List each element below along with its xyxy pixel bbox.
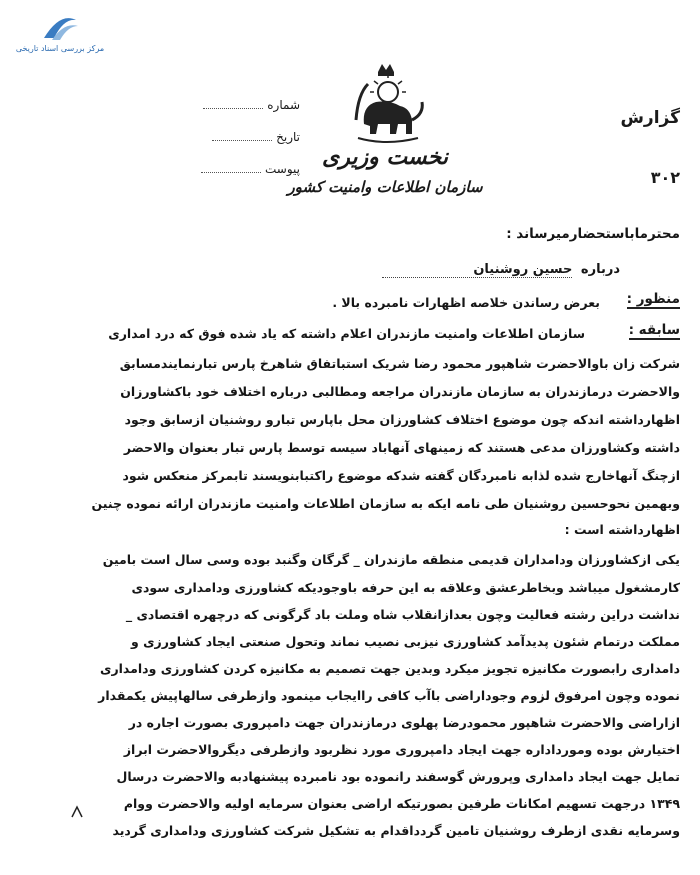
attachment-field [200, 162, 300, 176]
body-line: دامداری رابصورت مکانیزه تجویز میکرد وبدین جهت تصمیم به مکانیزه کردن کشاورزی ودامداری [99, 661, 680, 676]
subject-line [240, 262, 620, 278]
archive-logo [12, 10, 108, 58]
date-line [212, 140, 272, 141]
lion-and-sun-emblem-icon [338, 62, 434, 146]
margin-mark-icon [70, 805, 84, 822]
body-line: اظهارداشته است : [564, 522, 680, 537]
body-line: کارمشغول میباشد وبخاطرعشق وعلاقه به این حرفه باوجودیکه کشاورزی ودامداری سودی [131, 580, 680, 595]
date-label: تاریخ [276, 130, 300, 144]
body-line: وسرمایه نقدی ازطرف روشنیان تامین گردداقدام به تشکیل شرکت کشاورزی ودامداری گردید [112, 823, 680, 838]
body-line: اظهارداشته اندکه چون موضوع اختلاف کشاورزان محل باپارس تبارو روشنیان ازسابق وجود [124, 412, 680, 427]
archive-logo-icon [38, 10, 82, 44]
subject-name: حسین روشنیان [382, 262, 572, 278]
attachment-label: پیوست [265, 162, 300, 176]
subject-prefix: درباره [580, 262, 620, 277]
number-line [203, 108, 263, 109]
body-line: وبهمین نحوحسین روشنیان طی نامه ایکه به سازمان اطلاعات وامنیت مازندران ارائه نموده چنین [91, 496, 680, 511]
body-line: نداشت دراین رشته فعالیت وچون بعدازانقلاب شاه وملت باد گرگونی که درچهره اقتصادی _ [125, 607, 680, 622]
salutation: محترماباستحضارمیرساند : [506, 226, 680, 242]
body-line: داشته وکشاورزان مدعی هستند که زمینهای آنهاباد سیسه توسط پارس تبار بعنوان والاحضر [123, 440, 680, 455]
government-title: نخست وزیری [322, 144, 448, 170]
date-field [200, 130, 300, 144]
body-line: یکی ازکشاورزان ودامداران قدیمی منطقه مازندران _ گرگان وگنبد بوده وسی سال است بامین [102, 552, 680, 567]
body-line: سازمان اطلاعات وامنیت مازندران اعلام داشته که یاد شده فوق که درد امداری [108, 326, 585, 341]
body-line: نموده وچون امرفوق لزوم وجوداراضی باآب کافی راایجاب مینمود وازطرفی سالهاپیش یکمقدار [98, 688, 680, 703]
number-label: شماره [267, 98, 300, 112]
report-title: گزارش [620, 108, 680, 128]
body-line: ازچنگ آنهاخارج شده لذابه نامبردگان گفته شدکه موضوع راکتبابنویسند تابمرکز منعکس شود [122, 468, 680, 483]
body-line: ۱۳۴۹ درجهت تسهیم امکانات طرفین بصورتیکه اراضی بعنوان سرمایه اولیه والاحضرت ووام [123, 796, 680, 811]
body-line: مملکت درتمام شئون پدیدآمد کشاورزی نیزبی نصیب نماند وتحول صنعتی ایجاد کشاورزی و [130, 634, 680, 649]
body-line: اختیارش بوده ومورداداره جهت ایجاد دامپروری مورد نظربود وازطرفی دیگروالاحضرت ابراز [123, 742, 680, 757]
archive-name: مرکز بررسی اسناد تاریخی [15, 44, 105, 53]
body-line: والاحضرت درمازندران به سازمان مازندران مراجعه ومطالبی درباره اختلاف خود باکشاورزان [120, 384, 680, 399]
body-line: شرکت زان باوالاحضرت شاهپور محمود رضا شریک استباتفاق شاهرخ پارس تبارنمایندمسابق [119, 356, 680, 371]
body-line: تمایل جهت ایجاد دامداری وپرورش گوسفند رانموده بود نامبرده پیشنهادبه والاحضرت درسال [116, 769, 680, 784]
purpose-label: منظور : [626, 291, 680, 307]
body-line: ازاراضی والاحضرت شاهپور محمودرضا پهلوی درمازندران جهت دامپروری بصورت اجاره در [128, 715, 680, 730]
report-number: ۳۰۲ [650, 168, 680, 187]
number-field [200, 98, 300, 112]
background-label: سابقه : [628, 322, 680, 338]
body-line: بعرض رساندن خلاصه اظهارات نامبرده بالا . [332, 295, 600, 310]
agency-title: سازمان اطلاعات وامنیت کشور [287, 178, 483, 196]
attachment-line [201, 172, 261, 173]
